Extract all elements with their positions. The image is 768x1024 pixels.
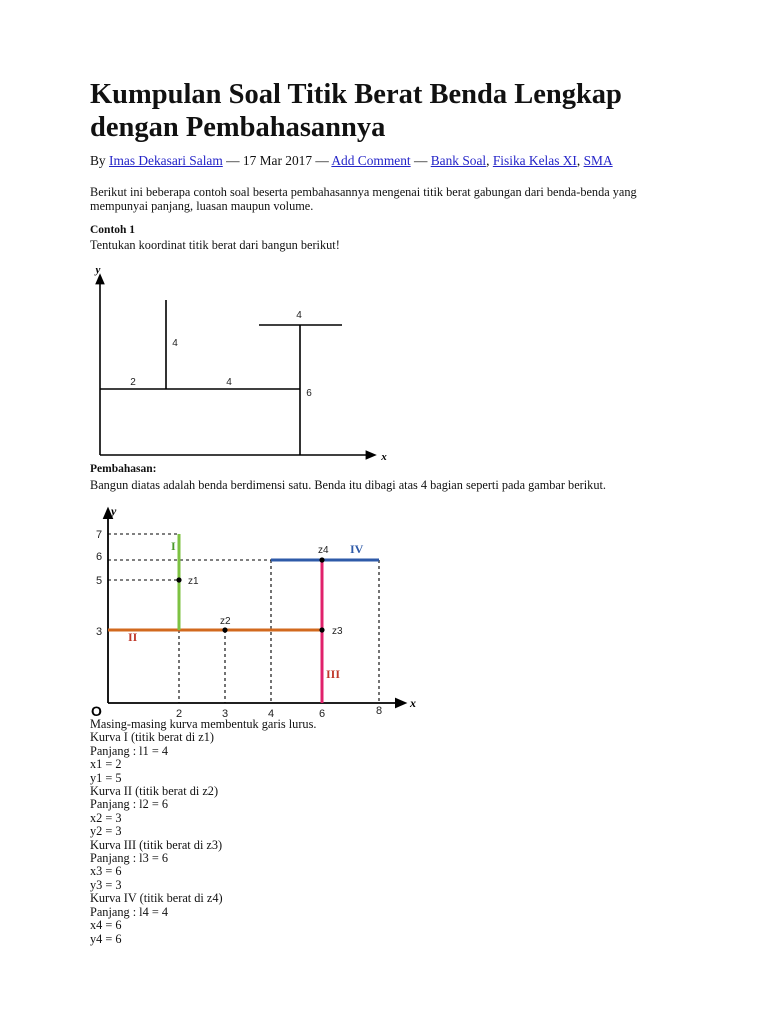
fig1-dim-left-horizontal: 2 xyxy=(130,377,136,388)
solution-line: Panjang : l1 = 4 xyxy=(90,743,168,758)
label-z1: z1 xyxy=(188,576,199,587)
byline-date: — 17 Mar 2017 — xyxy=(222,153,332,168)
point-z3 xyxy=(319,627,324,632)
label-curve-IV: IV xyxy=(350,542,364,556)
solution-line: y4 = 6 xyxy=(90,931,122,946)
fig1-dim-mid-horizontal: 4 xyxy=(226,377,232,388)
category-link-bank-soal[interactable]: Bank Soal xyxy=(430,153,487,168)
solution-line: Panjang : l4 = 4 xyxy=(90,904,168,919)
byline-comma: , xyxy=(486,153,493,168)
example-heading: Contoh 1 xyxy=(90,224,136,236)
fig2-y-label: y xyxy=(111,504,117,518)
y-tick-5: 5 xyxy=(96,575,103,587)
point-z4 xyxy=(319,557,324,562)
label-curve-II: II xyxy=(128,630,138,644)
fig1-dim-left-vertical: 4 xyxy=(172,338,178,349)
solution-lines xyxy=(90,718,316,946)
solution-line: Masing-masing kurva membentuk garis lurus. xyxy=(90,717,317,731)
solution-line: Kurva II (titik berat di z2) xyxy=(90,784,219,799)
y-tick-6: 6 xyxy=(96,551,103,563)
article-title: Kumpulan Soal Titik Berat Benda Lengkap dengan Pembahasannya xyxy=(90,79,622,143)
solution-line: Panjang : l3 = 6 xyxy=(90,851,168,866)
category-link-fisika[interactable]: Fisika Kelas XI xyxy=(492,153,577,168)
byline-by: By xyxy=(90,153,106,168)
fig1-y-label: y xyxy=(95,264,101,276)
category-link-sma[interactable]: SMA xyxy=(583,153,613,168)
y-tick-7: 7 xyxy=(96,529,103,541)
point-z1 xyxy=(176,577,181,582)
fig2-origin-label: O xyxy=(91,703,102,719)
x-tick-6: 6 xyxy=(318,708,326,720)
task-text: Tentukan koordinat titik berat dari bangun berikut! xyxy=(90,238,340,252)
x-tick-3: 3 xyxy=(221,708,229,720)
fig1-dim-top-bar: 4 xyxy=(296,310,302,321)
solution-line: x1 = 2 xyxy=(90,757,122,772)
solution-line: Kurva I (titik berat di z1) xyxy=(90,730,214,745)
fig1-x-label: x xyxy=(381,451,387,463)
point-z2 xyxy=(222,627,227,632)
label-curve-III: III xyxy=(326,667,341,681)
label-z3: z3 xyxy=(332,626,343,637)
solution-line: x4 = 6 xyxy=(90,918,122,933)
x-tick-2: 2 xyxy=(175,708,183,720)
intro-paragraph: Berikut ini beberapa contoh soal beserta pembahasannya mengenai titik berat gabungan dari benda-benda yang mempunyai panjang, luasan maupun volume. xyxy=(90,185,637,213)
author-link[interactable]: Imas Dekasari Salam xyxy=(109,153,223,168)
solution-line: y2 = 3 xyxy=(90,824,122,839)
label-curve-I: I xyxy=(171,539,176,553)
byline-separator: — xyxy=(410,153,431,168)
byline-comma-2: , xyxy=(576,153,584,168)
figure-solution-diagram xyxy=(91,504,416,720)
solution-heading: Pembahasan: xyxy=(90,463,157,475)
solution-text: Bangun diatas adalah benda berdimensi satu. Benda itu dibagi atas 4 bagian seperti pada gambar berikut. xyxy=(90,478,606,492)
x-tick-8: 8 xyxy=(375,705,383,717)
y-tick-3: 3 xyxy=(96,626,103,638)
x-tick-4: 4 xyxy=(267,708,275,720)
fig2-x-label: x xyxy=(410,696,416,710)
label-z4: z4 xyxy=(318,545,329,556)
solution-line: y3 = 3 xyxy=(90,877,122,892)
byline xyxy=(90,152,690,169)
solution-line: Kurva IV (titik berat di z4) xyxy=(90,891,223,906)
solution-line: x2 = 3 xyxy=(90,810,122,825)
add-comment-link[interactable]: Add Comment xyxy=(331,153,411,168)
label-z2: z2 xyxy=(220,616,231,627)
solution-line: Kurva III (titik berat di z3) xyxy=(90,837,223,852)
solution-line: Panjang : l2 = 6 xyxy=(90,797,168,812)
solution-line: x3 = 6 xyxy=(90,864,122,879)
solution-line: y1 = 5 xyxy=(90,770,122,785)
fig1-dim-right-vertical: 6 xyxy=(306,388,312,399)
